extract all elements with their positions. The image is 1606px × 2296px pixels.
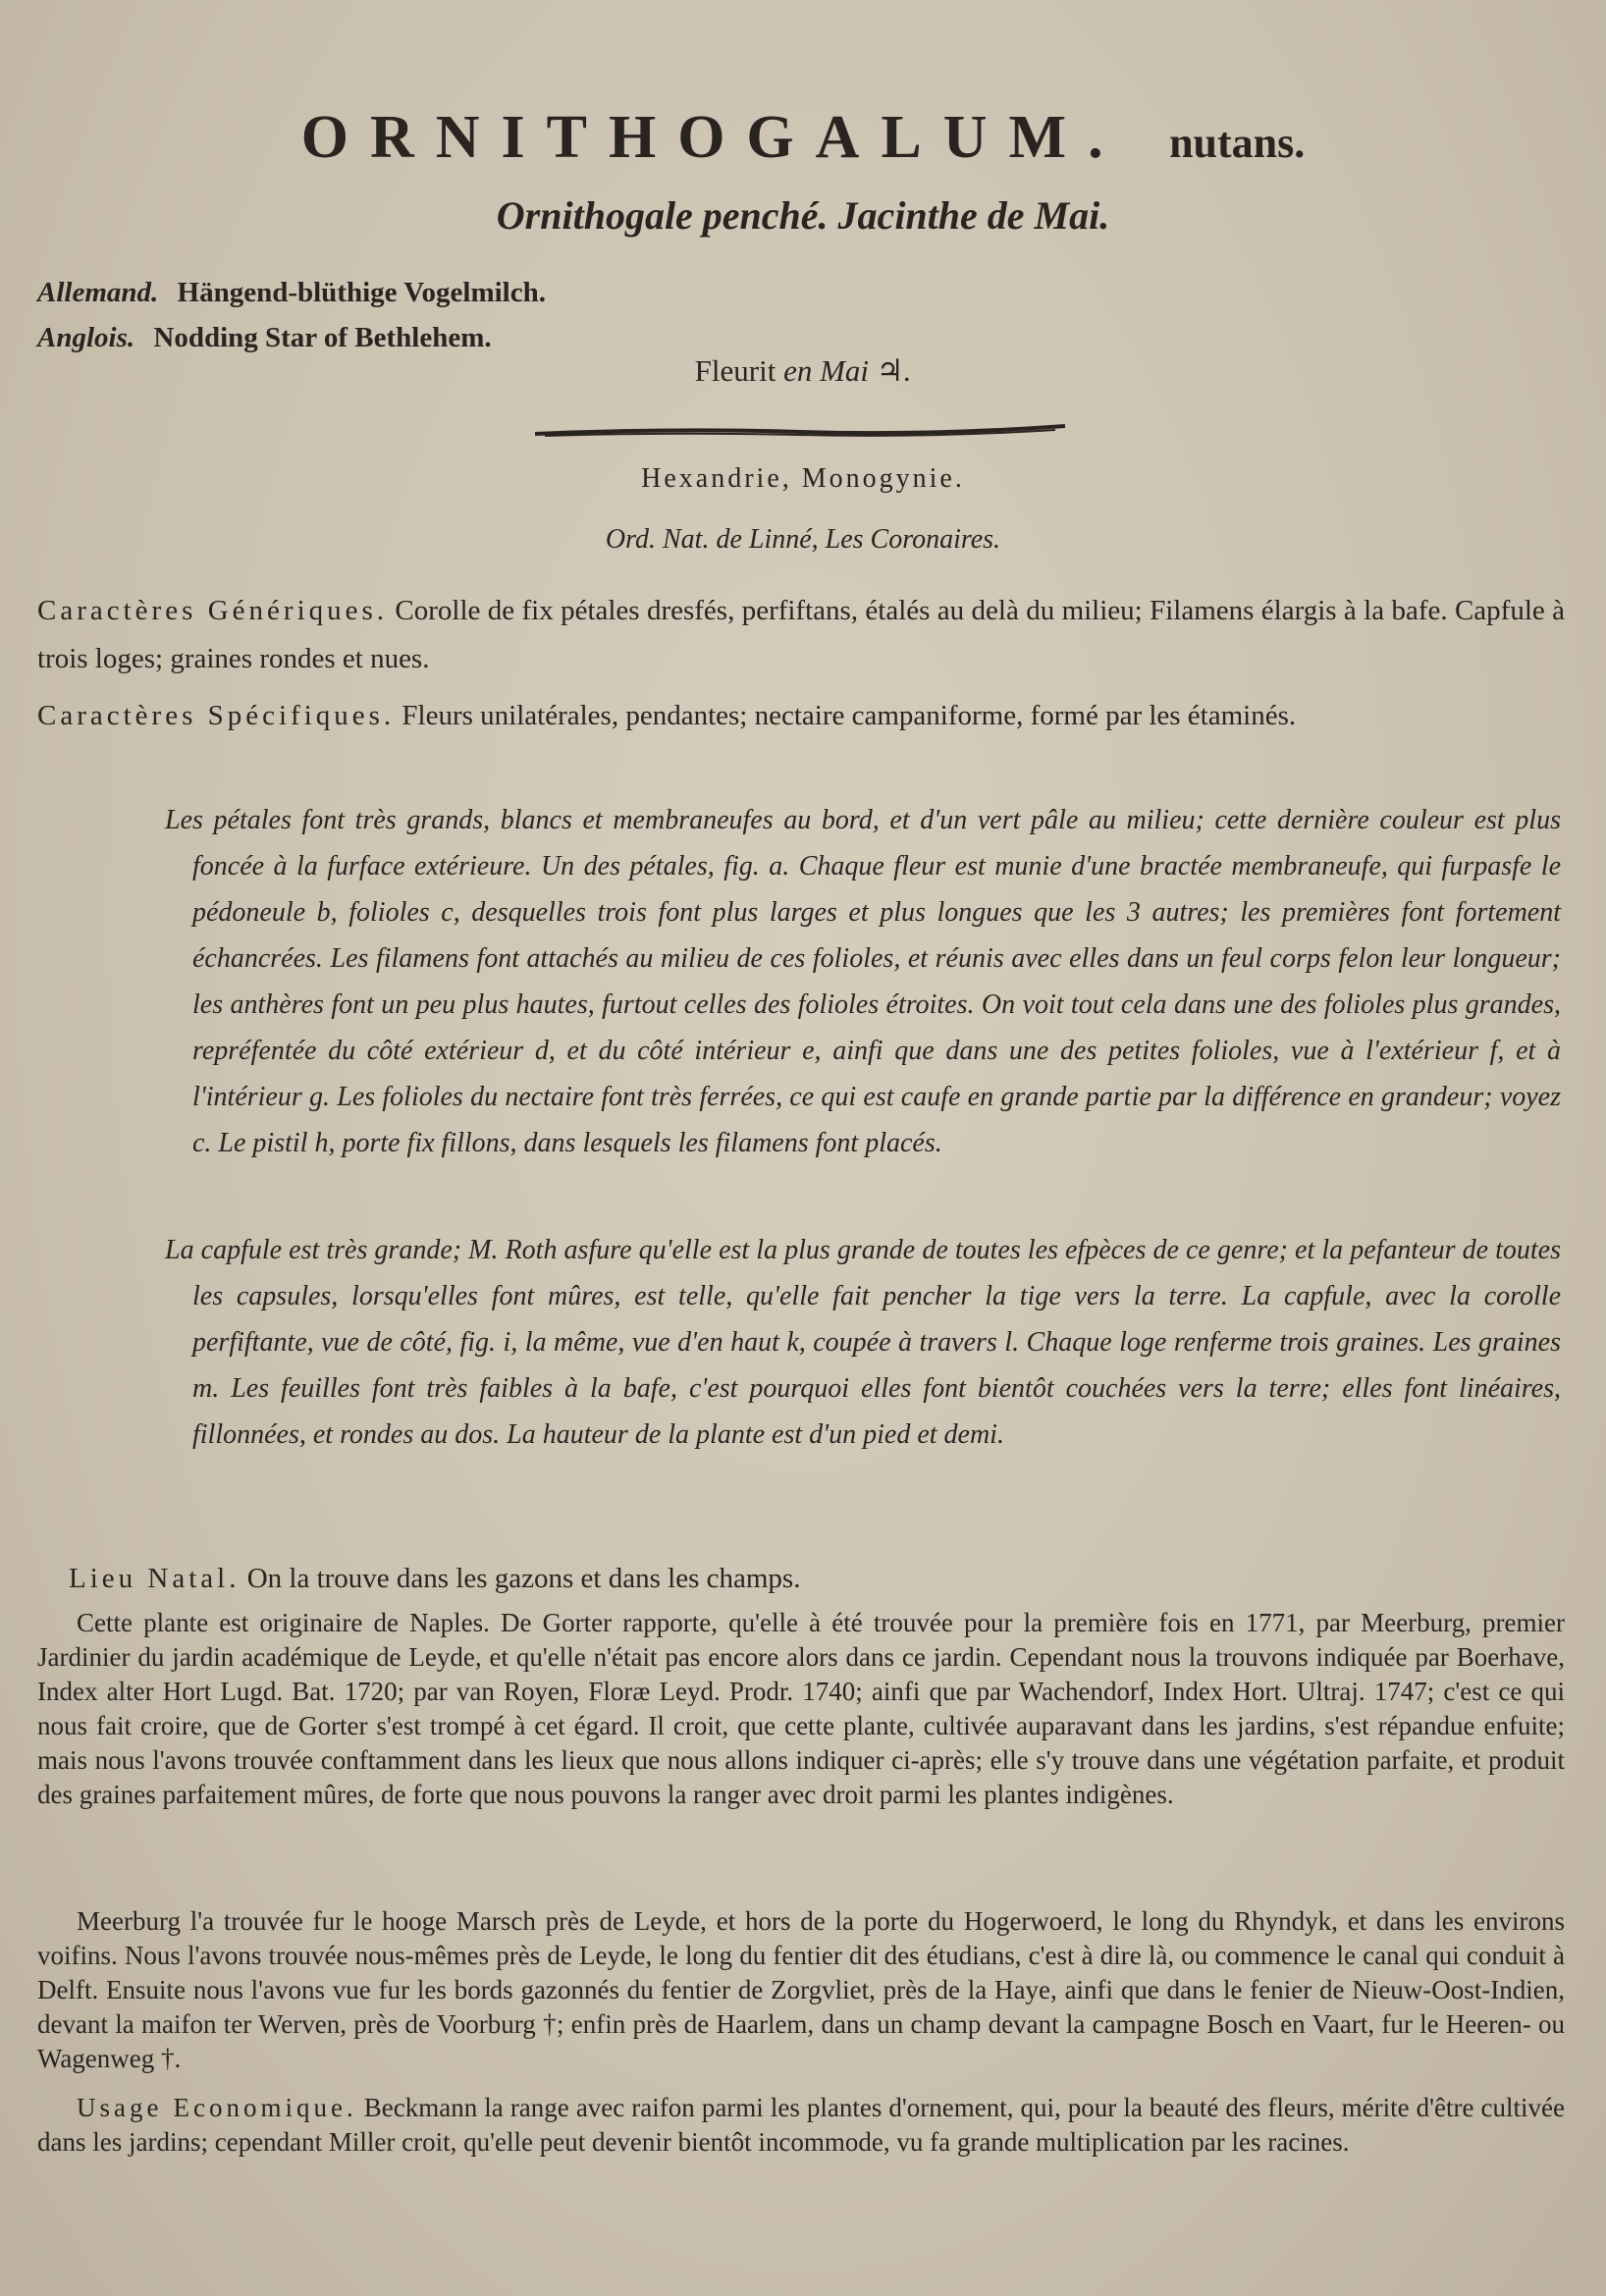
flowering-time	[0, 353, 1606, 389]
species-epithet: nutans.	[1169, 119, 1306, 167]
native-place	[69, 1563, 800, 1595]
specific-characters	[37, 692, 1565, 740]
genus-name: ORNITHOGALUM.	[300, 104, 1125, 171]
section-text: Fleurs unilatérales, pendantes; nectaire campaniforme, formé par les étaminés.	[402, 700, 1297, 731]
page-title	[0, 103, 1606, 173]
localities-paragraph: Meerburg l'a trouvée fur le hooge Marsch près de Leyde, et hors de la porte du Hogerwoerd, le long du Rhyndyk, et dans les environs voifins. Nous l'avons trouvée nous-mêmes près de Leyde, le long du fentier dit des étudians, c'est à dire là, ou commence le canal qui conduit à Delft. Ensuite nous l'avons vue fur les bords gazonnés du fentier de Zorgvliet, près de la Haye, ainfi que dans le fenier de Nieuw-Oost-Indien, devant la maifon ter Werven, près de Voorburg †; enfin près de Haarlem, dans un champ devant la campagne Bosch en Vaart, fur le Heeren- ou Wagenweg †.	[37, 1906, 1565, 2073]
vernacular-name: Nodding Star of Bethlehem.	[153, 322, 492, 353]
description-paragraph-2: La capfule est très grande; M. Roth asfure qu'elle est la plus grande de toutes les efpèces de ce genre; et la pefanteur de toutes les capsules, lorsqu'elles font mûres, est telle, qu'elle fait pencher la tige vers la terre. La capfule, avec la corolle perfiftante, vue de côté, fig. i, la même, vue d'en haut k, coupée à travers l. Chaque loge renferme trois graines. Les graines m. Les feuilles font très faibles à la bafe, c'est pourquoi elles font bientôt couchées vers la terre; elles font linéaires, fillonnées, et rondes au dos. La hauteur de la plante est d'un pied et demi.	[165, 1235, 1561, 1450]
natural-order: Ord. Nat. de Linné, Les Coronaires.	[605, 524, 1001, 555]
section-text: Corolle de fix pétales dresfés, perfiftans, étalés au delà du milieu; Filamens élargis à la bafe. Capfule à trois loges; graines rondes et nues.	[37, 595, 1566, 674]
origin-paragraph: Cette plante est originaire de Naples. De Gorter rapporte, qu'elle à été trouvée pour la première fois en 1771, par Meerburg, premier Jardinier du jardin académique de Leyde, et qu'elle n'était pas encore alors dans ce jardin. Cependant nous la trouvons indiquée par Boerhave, Index alter Hort Lugd. Bat. 1720; par van Royen, Floræ Leyd. Prodr. 1740; ainfi que par Wachendorf, Index Hort. Ultraj. 1747; c'est ce qui nous fait croire, que de Gorter s'est trompé à cet égard. Il croit, que cette plante, cultivée auparavant dans les jardins, s'est répandue enfuite; mais nous l'avons trouvée conftamment dans les lieux que nous allons indiquer ci-après; elle s'y trouve dans une végétation parfaite, et produit des graines parfaitement mûres, de forte que nous pouvons la ranger avec droit parmi les plantes indigènes.	[37, 1608, 1565, 1809]
flowering-prefix: Fleurit	[694, 353, 776, 388]
vernacular-name: Hängend-blüthige Vogelmilch.	[177, 277, 546, 308]
flowering-season: en Mai ♃.	[783, 353, 912, 388]
vernacular-english	[37, 322, 492, 354]
section-text: Beckmann la range avec raifon parmi les plantes d'ornement, qui, pour la beauté des fleurs, mérite d'être cultivée dans les jardins; cependant Miller croit, qu'elle peut devenir bientôt incommode, vu fa grande multiplication par les racines.	[37, 2093, 1566, 2157]
description-paragraph-1: Les pétales font très grands, blancs et membraneufes au bord, et d'un vert pâle au milieu; cette dernière couleur est plus foncée à la furface extérieure. Un des pétales, fig. a. Chaque fleur est munie d'une bractée membraneufe, qui furpasfe le pédoneule b, folioles c, desquelles trois font plus larges et plus longues que les 3 autres; les premières font fortement échancrées. Les filamens font attachés au milieu de ces folioles, et réunis avec elles dans un feul corps felon leur longueur; les anthères font un peu plus hautes, furtout celles des folioles étroites. On voit tout cela dans une des folioles plus grandes, repréfentée du côté extérieur d, et du côté intérieur e, ainfi que dans une des petites folioles, vue à l'extérieur f, et à l'intérieur g. Les folioles du nectaire font très ferrées, ce qui est caufe en grande partie par la différence en grandeur; voyez c. Le pistil h, porte fix fillons, dans lesquels les filamens font placés.	[165, 805, 1561, 1158]
language-label: Anglois.	[37, 322, 135, 353]
language-label: Allemand.	[37, 277, 159, 308]
section-heading: Caractères Génériques.	[37, 595, 389, 626]
economic-use	[37, 2091, 1565, 2160]
section-heading: Usage Economique.	[77, 2093, 357, 2122]
section-heading: Lieu Natal.	[69, 1563, 241, 1594]
vernacular-german	[37, 277, 546, 309]
section-text: On la trouve dans les gazons et dans les champs.	[246, 1563, 801, 1594]
french-names: Ornithogale penché. Jacinthe de Mai.	[496, 193, 1110, 238]
section-heading: Caractères Spécifiques.	[37, 700, 396, 731]
generic-characters	[37, 587, 1565, 683]
ornamental-rule	[535, 424, 1065, 442]
classification: Hexandrie, Monogynie.	[641, 463, 965, 494]
